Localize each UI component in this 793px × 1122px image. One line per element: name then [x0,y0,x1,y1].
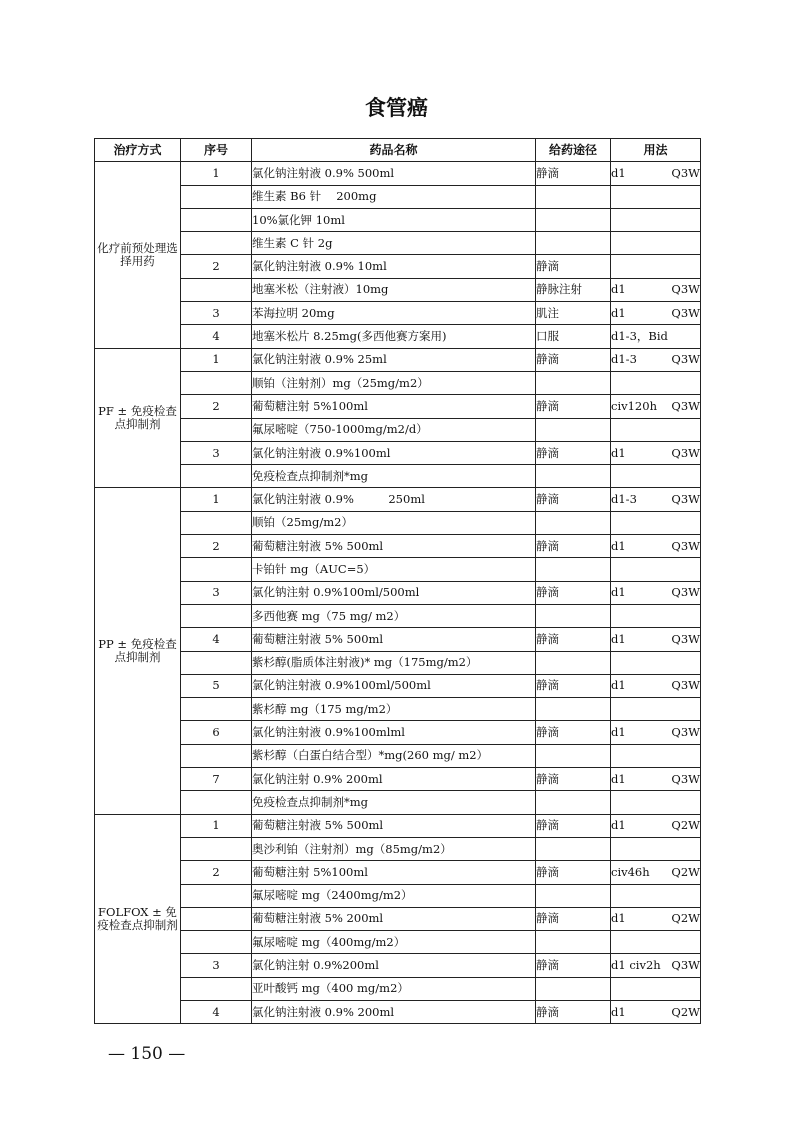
route-cell [536,371,611,394]
table-row [95,814,701,837]
table-row [95,395,701,418]
drug-name-cell: 紫杉醇（白蛋白结合型）*mg(260 mg/ m2） [252,744,536,767]
table-row [95,861,701,884]
usage-cycle: Q3W [671,282,700,297]
usage-cell [611,535,701,558]
table-row [95,837,701,860]
page-title: 食管癌 [365,96,428,120]
drug-name-cell: 氯化钠注射液 0.9% 200ml [252,1000,536,1023]
seq-cell: 2 [181,395,252,418]
table-row [95,791,701,814]
usage-day: d1-3 [611,492,637,507]
drug-name-cell: 氯化钠注射液 0.9%100ml [252,441,536,464]
usage-cycle: Q3W [671,352,700,367]
usage-day: d1 [611,818,626,833]
route-cell [536,698,611,721]
usage-day: d1-3，Bid [611,329,668,344]
drug-name-cell: 氯化钠注射 0.9%200ml [252,954,536,977]
seq-cell: 1 [181,348,252,371]
seq-cell: 3 [181,302,252,325]
usage-cell [611,1000,701,1023]
drug-name-cell: 氯化钠注射液 0.9%100mlml [252,721,536,744]
table-row [95,255,701,278]
drug-name-cell: 葡萄糖注射液 5% 200ml [252,907,536,930]
usage-cell [611,791,701,814]
table-body [95,162,701,1024]
route-cell: 静滴 [536,721,611,744]
usage-day: d1 [611,585,626,600]
route-cell: 静滴 [536,628,611,651]
drug-name-cell: 氯化钠注射液 0.9%100ml/500ml [252,674,536,697]
route-cell: 口服 [536,325,611,348]
seq-cell: 5 [181,674,252,697]
usage-cell [611,907,701,930]
seq-cell [181,465,252,488]
seq-cell: 3 [181,581,252,604]
seq-cell: 2 [181,255,252,278]
seq-cell [181,698,252,721]
route-cell [536,744,611,767]
drug-name-cell: 氟尿嘧啶 mg（2400mg/m2） [252,884,536,907]
route-cell: 静滴 [536,162,611,185]
drug-name-cell: 免疫检查点抑制剂*mg [252,791,536,814]
usage-cycle: Q3W [671,398,700,413]
usage-day: d1 [611,165,626,180]
seq-cell: 2 [181,861,252,884]
usage-cycle: Q3W [671,678,700,693]
regimen-cell: PF ± 免疫检查点抑制剂 [95,348,181,488]
usage-day: d1 [611,771,626,786]
table-row [95,208,701,231]
usage-cell [611,441,701,464]
drug-name-cell: 亚叶酸钙 mg（400 mg/m2） [252,977,536,1000]
table-row [95,418,701,441]
route-cell [536,604,611,627]
seq-cell: 3 [181,441,252,464]
route-cell [536,977,611,1000]
table-row [95,954,701,977]
usage-cell [611,511,701,534]
table-row [95,441,701,464]
route-cell [536,185,611,208]
route-cell: 静滴 [536,768,611,791]
drug-name-cell: 维生素 C 针 2g [252,232,536,255]
usage-cycle: Q3W [671,305,700,320]
route-cell: 静滴 [536,581,611,604]
drug-name-cell: 紫杉醇 mg（175 mg/m2） [252,698,536,721]
usage-day: d1 [611,305,626,320]
route-cell [536,558,611,581]
table-row [95,581,701,604]
header-usage: 用法 [611,139,701,162]
drug-name-cell: 顺铂（25mg/m2） [252,511,536,534]
regimen-cell: FOLFOX ± 免疫检查点抑制剂 [95,814,181,1024]
table-row [95,185,701,208]
drug-name-cell: 氯化钠注射液 0.9% 10ml [252,255,536,278]
usage-cycle: Q3W [671,492,700,507]
usage-day: d1 [611,725,626,740]
drug-name-cell: 氯化钠注射 0.9% 200ml [252,768,536,791]
usage-day: d1 [611,678,626,693]
table-row [95,162,701,185]
route-cell [536,418,611,441]
table-row [95,628,701,651]
route-cell [536,232,611,255]
table-row [95,278,701,301]
usage-cell [611,884,701,907]
seq-cell [181,977,252,1000]
header-seq: 序号 [181,139,252,162]
table-row [95,465,701,488]
usage-cycle: Q3W [671,958,700,973]
seq-cell [181,791,252,814]
usage-cell [611,744,701,767]
route-cell: 肌注 [536,302,611,325]
seq-cell [181,744,252,767]
seq-cell [181,278,252,301]
drug-name-cell: 卡铂针 mg（AUC=5） [252,558,536,581]
seq-cell [181,232,252,255]
usage-day: d1 [611,911,626,926]
usage-day: d1-3 [611,352,637,367]
route-cell: 静滴 [536,907,611,930]
route-cell [536,511,611,534]
usage-day: d1 [611,631,626,646]
table-row [95,674,701,697]
usage-cell [611,208,701,231]
seq-cell [181,907,252,930]
usage-day: d1 [611,538,626,553]
usage-cell [611,604,701,627]
header-drug-name: 药品名称 [252,139,536,162]
usage-cell [611,371,701,394]
drug-name-cell: 氯化钠注射液 0.9% 500ml [252,162,536,185]
table-row [95,535,701,558]
usage-day: d1 [611,445,626,460]
usage-cell [611,418,701,441]
usage-cell [611,651,701,674]
usage-cell [611,185,701,208]
route-cell: 静滴 [536,674,611,697]
drug-name-cell: 苯海拉明 20mg [252,302,536,325]
usage-cycle: Q2W [671,864,700,879]
route-cell: 静滴 [536,814,611,837]
seq-cell [181,558,252,581]
table-row [95,348,701,371]
usage-cell [611,232,701,255]
usage-cycle: Q3W [671,538,700,553]
usage-cell [611,861,701,884]
usage-cell [611,674,701,697]
table-row [95,371,701,394]
usage-cell [611,698,701,721]
table-row [95,325,701,348]
route-cell [536,931,611,954]
table-row [95,698,701,721]
route-cell [536,884,611,907]
seq-cell [181,418,252,441]
drug-name-cell: 氟尿嘧啶 mg（400mg/m2） [252,931,536,954]
usage-cycle: Q3W [671,725,700,740]
usage-cell [611,721,701,744]
seq-cell: 1 [181,488,252,511]
route-cell: 静滴 [536,255,611,278]
regimen-cell: 化疗前预处理选择用药 [95,162,181,348]
usage-cell [611,931,701,954]
usage-cell [611,302,701,325]
drug-name-cell: 免疫检查点抑制剂*mg [252,465,536,488]
usage-cell [611,814,701,837]
seq-cell: 1 [181,814,252,837]
table-row [95,721,701,744]
route-cell: 静滴 [536,1000,611,1023]
usage-day: civ46h [611,864,650,879]
table-row [95,232,701,255]
usage-cell [611,162,701,185]
drug-name-cell: 葡萄糖注射液 5% 500ml [252,814,536,837]
table-row [95,604,701,627]
drug-name-cell: 氯化钠注射液 0.9% 25ml [252,348,536,371]
usage-cycle: Q3W [671,631,700,646]
drug-name-cell: 顺铂（注射剂）mg（25mg/m2） [252,371,536,394]
table-row [95,558,701,581]
usage-cell [611,628,701,651]
usage-cell [611,465,701,488]
seq-cell: 3 [181,954,252,977]
route-cell: 静滴 [536,395,611,418]
drug-name-cell: 葡萄糖注射液 5% 500ml [252,535,536,558]
usage-cycle: Q3W [671,585,700,600]
table-row [95,651,701,674]
drug-name-cell: 10%氯化钾 10ml [252,208,536,231]
table-row [95,1000,701,1023]
usage-cycle: Q3W [671,165,700,180]
table-row [95,511,701,534]
header-route: 给药途径 [536,139,611,162]
usage-cell [611,395,701,418]
usage-cell [611,325,701,348]
header-regimen: 治疗方式 [95,139,181,162]
table-row [95,931,701,954]
route-cell: 静滴 [536,488,611,511]
drug-name-cell: 维生素 B6 针 200mg [252,185,536,208]
usage-cell [611,278,701,301]
usage-cell [611,954,701,977]
route-cell: 静滴 [536,348,611,371]
table-row [95,302,701,325]
seq-cell [181,931,252,954]
route-cell [536,791,611,814]
regimen-cell: PP ± 免疫检查点抑制剂 [95,488,181,814]
seq-cell [181,884,252,907]
usage-cycle: Q3W [671,771,700,786]
route-cell: 静滴 [536,535,611,558]
seq-cell [181,651,252,674]
drug-name-cell: 氯化钠注射 0.9%100ml/500ml [252,581,536,604]
seq-cell [181,371,252,394]
drug-name-cell: 氯化钠注射液 0.9% 250ml [252,488,536,511]
drug-name-cell: 紫杉醇(脂质体注射液)* mg（175mg/m2） [252,651,536,674]
drug-name-cell: 葡萄糖注射液 5% 500ml [252,628,536,651]
table-row [95,744,701,767]
usage-cell [611,488,701,511]
page-number: — 150 — [108,1044,186,1064]
usage-day: d1 [611,282,626,297]
route-cell [536,837,611,860]
route-cell [536,465,611,488]
route-cell: 静滴 [536,441,611,464]
table-row [95,768,701,791]
seq-cell [181,208,252,231]
seq-cell: 1 [181,162,252,185]
seq-cell [181,604,252,627]
table-row [95,907,701,930]
usage-cell [611,255,701,278]
seq-cell: 6 [181,721,252,744]
usage-cell [611,977,701,1000]
drug-name-cell: 葡萄糖注射 5%100ml [252,861,536,884]
route-cell [536,208,611,231]
seq-cell [181,511,252,534]
seq-cell: 7 [181,768,252,791]
drug-name-cell: 地塞米松（注射液）10mg [252,278,536,301]
drug-name-cell: 奥沙利铂（注射剂）mg（85mg/m2） [252,837,536,860]
drug-name-cell: 氟尿嘧啶（750-1000mg/m2/d） [252,418,536,441]
table-header-row [95,139,701,162]
route-cell: 静滴 [536,861,611,884]
usage-cycle: Q2W [671,818,700,833]
drug-regimen-table [94,138,701,1024]
usage-cell [611,581,701,604]
usage-cycle: Q2W [671,1004,700,1019]
usage-cycle: Q3W [671,445,700,460]
usage-cell [611,768,701,791]
seq-cell: 4 [181,325,252,348]
drug-name-cell: 地塞米松片 8.25mg(多西他赛方案用) [252,325,536,348]
table-row [95,488,701,511]
usage-cell [611,558,701,581]
table-row [95,884,701,907]
usage-cell [611,348,701,371]
usage-cycle: Q2W [671,911,700,926]
route-cell: 静脉注射 [536,278,611,301]
table-row [95,977,701,1000]
usage-day: civ120h [611,398,657,413]
route-cell [536,651,611,674]
seq-cell: 4 [181,628,252,651]
seq-cell [181,185,252,208]
usage-day: d1 [611,1004,626,1019]
route-cell: 静滴 [536,954,611,977]
seq-cell: 2 [181,535,252,558]
drug-name-cell: 多西他赛 mg（75 mg/ m2） [252,604,536,627]
seq-cell [181,837,252,860]
usage-day: d1 civ2h [611,958,661,973]
usage-cell [611,837,701,860]
seq-cell: 4 [181,1000,252,1023]
drug-name-cell: 葡萄糖注射 5%100ml [252,395,536,418]
